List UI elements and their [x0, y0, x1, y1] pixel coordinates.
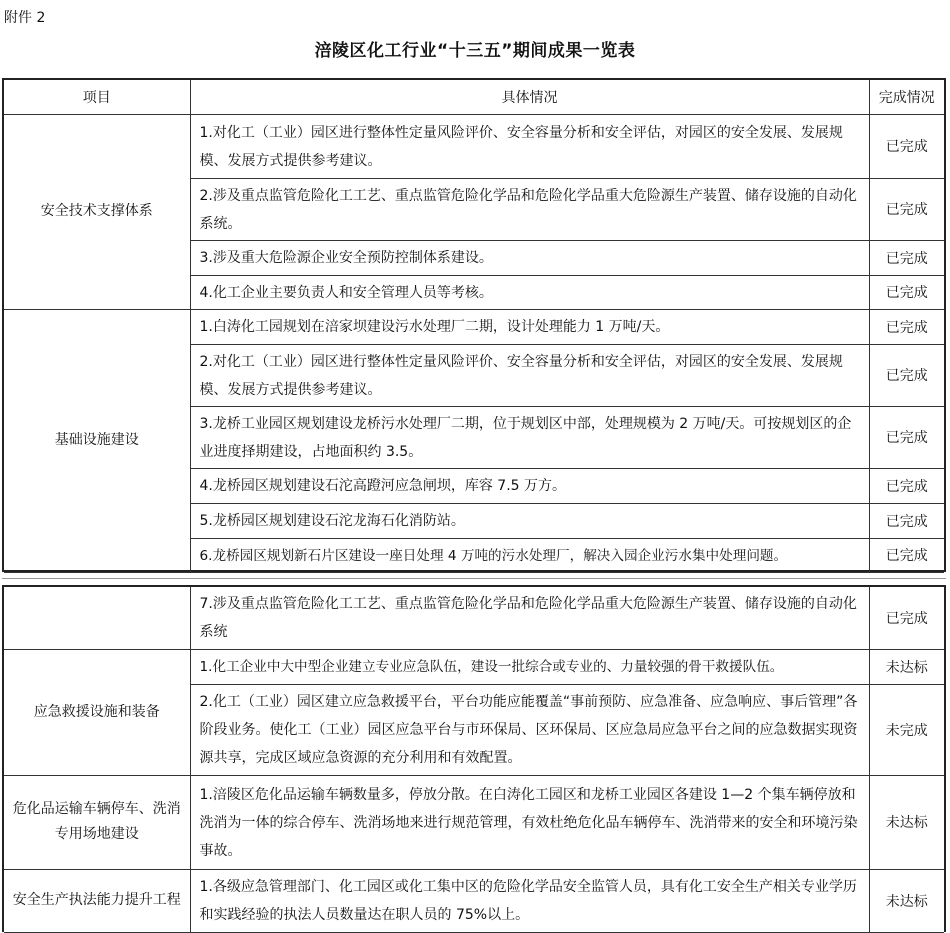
detail-cell: 2.化工（工业）园区建立应急救援平台，平台功能应能覆盖“事前预防、应急准备、应急响应、事后管理”各阶段业务。使化工（工业）园区应急平台与市环保局、区环保局、区应急局应急平台之间的应急数据实现资源共享，完成区域应急资源的充分利用和有效配置。	[190, 684, 869, 775]
status-cell: 已完成	[869, 538, 944, 572]
table-row	[4, 114, 944, 178]
category-cell: 安全技术支撑体系	[4, 114, 190, 309]
category-cell	[4, 587, 190, 649]
detail-cell: 5.龙桥园区规划建设石沱龙海石化消防站。	[190, 503, 869, 538]
status-cell: 已完成	[869, 406, 944, 468]
table-header-row	[4, 80, 944, 114]
status-cell: 已完成	[869, 503, 944, 538]
status-cell: 已完成	[869, 240, 944, 275]
status-cell: 未达标	[869, 869, 944, 932]
category-cell: 危化品运输车辆停车、洗消专用场地建设	[4, 775, 190, 869]
table-row	[4, 309, 944, 344]
table-row	[4, 775, 944, 869]
detail-cell: 3.龙桥工业园区规划建设龙桥污水处理厂二期，位于规划区中部，处理规模为 2 万吨/天。可按规划区的企业进度择期建设，占地面积约 3.5。	[190, 406, 869, 468]
status-cell: 已完成	[869, 468, 944, 503]
header-item: 项目	[4, 80, 190, 114]
table-row	[4, 649, 944, 684]
detail-cell: 1.对化工（工业）园区进行整体性定量风险评价、安全容量分析和安全评估，对园区的安全发展、发展规模、发展方式提供参考建议。	[190, 114, 869, 178]
results-table-top	[2, 78, 946, 572]
status-cell: 已完成	[869, 309, 944, 344]
table-row	[4, 587, 944, 649]
detail-cell: 1.白涛化工园规划在涪家坝建设污水处理厂二期，设计处理能力 1 万吨/天。	[190, 309, 869, 344]
header-status: 完成情况	[869, 80, 944, 114]
detail-cell: 2.涉及重点监管危险化工工艺、重点监管危险化学品和危险化学品重大危险源生产装置、储存设施的自动化系统。	[190, 178, 869, 240]
page-break-divider	[2, 574, 946, 584]
attachment-label: 附件 2	[4, 10, 46, 26]
status-cell: 已完成	[869, 114, 944, 178]
detail-cell: 2.对化工（工业）园区进行整体性定量风险评价、安全容量分析和安全评估，对园区的安全发展、发展规模、发展方式提供参考建议。	[190, 344, 869, 406]
detail-cell: 4.化工企业主要负责人和安全管理人员等考核。	[190, 275, 869, 309]
status-cell: 未完成	[869, 684, 944, 775]
detail-cell: 3.涉及重大危险源企业安全预防控制体系建设。	[190, 240, 869, 275]
status-cell: 未达标	[869, 775, 944, 869]
detail-cell: 4.龙桥园区规划建设石沱高蹬河应急闸坝，库容 7.5 万方。	[190, 468, 869, 503]
status-cell: 已完成	[869, 178, 944, 240]
category-cell: 应急救援设施和装备	[4, 649, 190, 775]
detail-cell: 1.各级应急管理部门、化工园区或化工集中区的危险化学品安全监管人员，具有化工安全生产相关专业学历和实践经验的执法人员数量达在职人员的 75%以上。	[190, 869, 869, 932]
header-details: 具体情况	[190, 80, 869, 114]
detail-cell: 7.涉及重点监管危险化工工艺、重点监管危险化学品和危险化学品重大危险源生产装置、储存设施的自动化系统	[190, 587, 869, 649]
page-title: 涪陵区化工行业“十三五”期间成果一览表	[314, 41, 636, 61]
status-cell: 未达标	[869, 649, 944, 684]
category-cell: 安全生产执法能力提升工程	[4, 869, 190, 932]
status-cell: 已完成	[869, 275, 944, 309]
detail-cell: 6.龙桥园区规划新石片区建设一座日处理 4 万吨的污水处理厂，解决入园企业污水集中处理问题。	[190, 538, 869, 572]
detail-cell: 1.化工企业中大中型企业建立专业应急队伍，建设一批综合或专业的、力量较强的骨干救援队伍。	[190, 649, 869, 684]
results-table-bottom	[2, 585, 946, 932]
table-row	[4, 869, 944, 932]
category-cell: 基础设施建设	[4, 309, 190, 572]
detail-cell: 1.涪陵区危化品运输车辆数量多，停放分散。在白涛化工园区和龙桥工业园区各建设 1—2 个集车辆停放和洗消为一体的综合停车、洗消场地来进行规范管理，有效杜绝危化品车辆停车、洗消带来的安全和环境污染事故。	[190, 775, 869, 869]
status-cell: 已完成	[869, 344, 944, 406]
status-cell: 已完成	[869, 587, 944, 649]
